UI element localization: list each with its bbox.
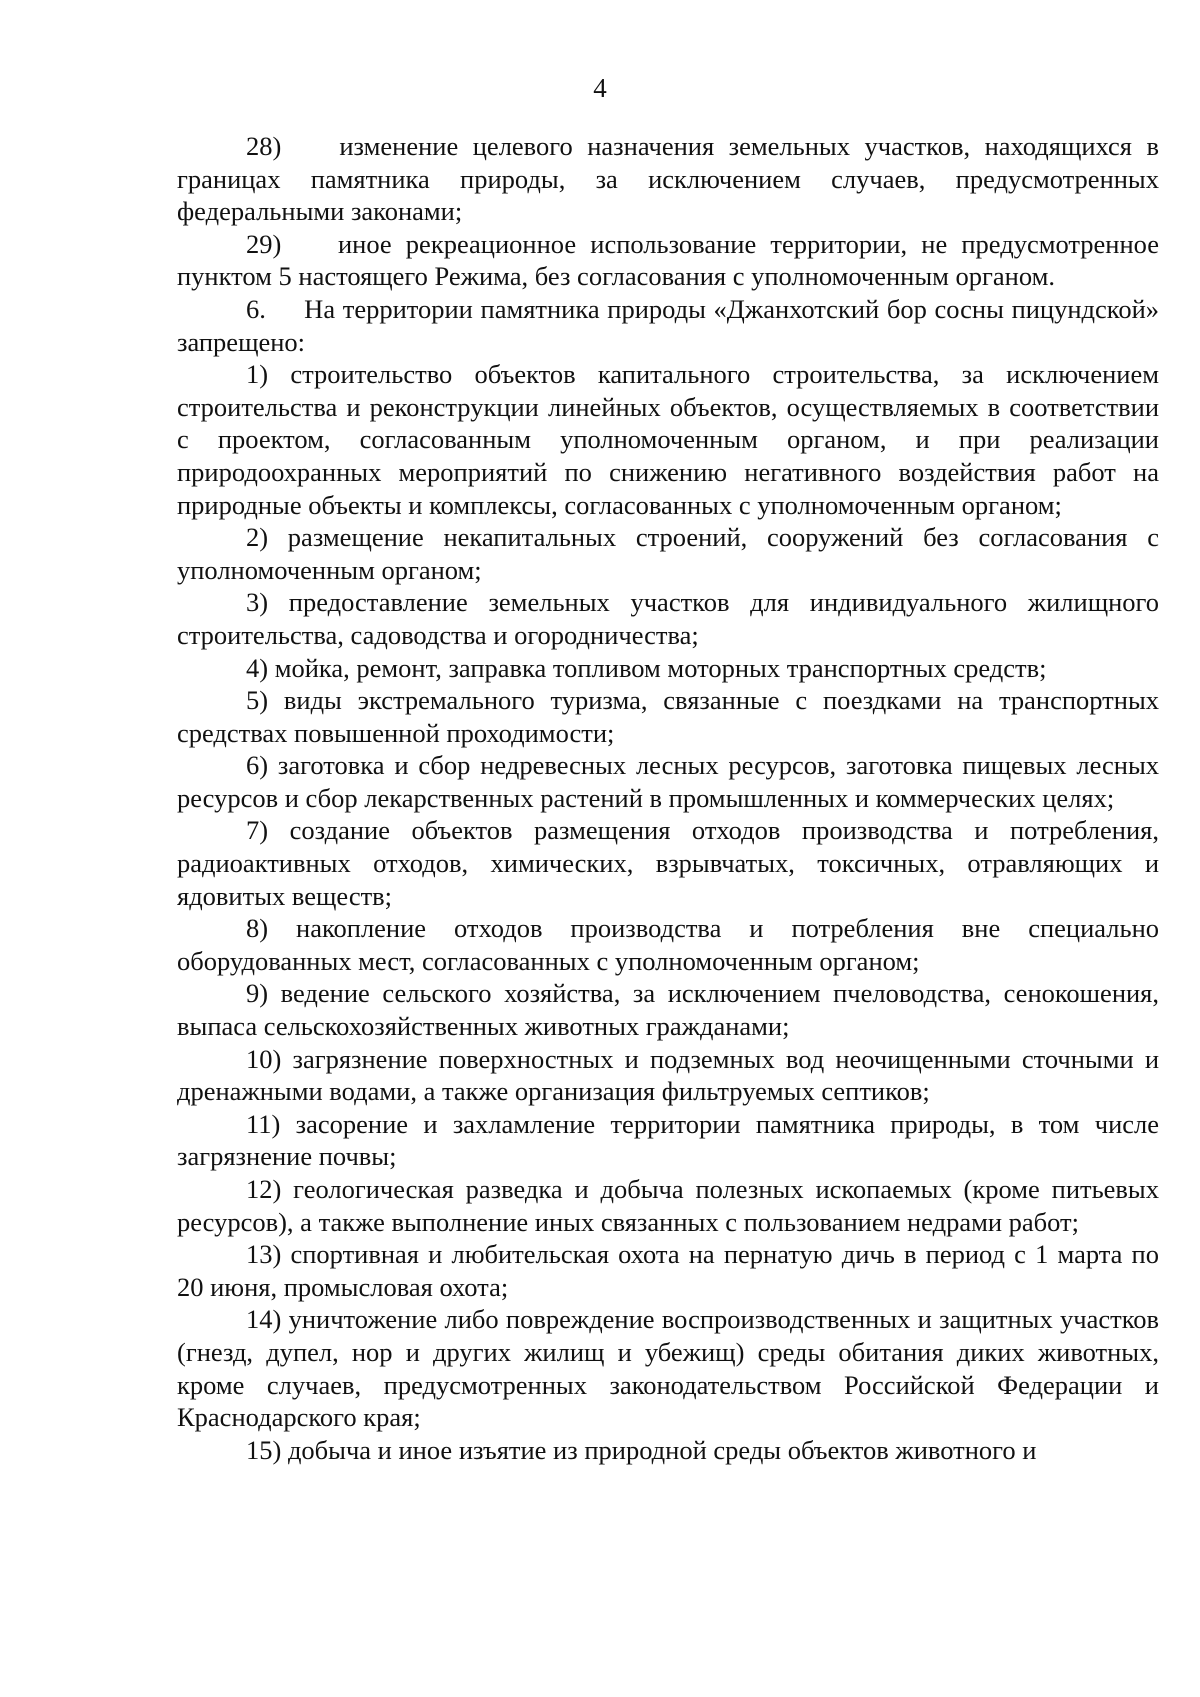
list-item-10: 10) загрязнение поверхностных и подземных вод неочищенными сточными и дренажными водами, а также организация фильтруемых септиков; [177,1043,1159,1107]
document-body [177,130,1159,1466]
list-item-2: 2) размещение некапитальных строений, сооружений без согласования с уполномоченным органом; [177,522,1159,585]
list-item-15: 15) добыча и иное изъятие из природной среды объектов животного и [246,1434,1037,1465]
paragraph-29: 29) иное рекреационное использование территории, не предусмотренное пунктом 5 настоящего Режима, без согласования с уполномоченным органом. [177,228,1159,292]
list-item-13: 13) спортивная и любительская охота на пернатую дичь в период с 1 марта по 20 июня, промысловая охота; [177,1239,1159,1302]
list-item-9: 9) ведение сельского хозяйства, за исключением пчеловодства, сенокошения, выпаса сельскохозяйственных животных гражданами; [177,978,1159,1042]
list-item-11: 11) засорение и захламление территории памятника природы, в том числе загрязнение почвы; [177,1108,1159,1172]
paragraph-28: 28) изменение целевого назначения земельных участков, находящихся в границах памятника природы, за исключением случаев, предусмотренных федеральными законами; [177,131,1159,227]
list-item-7: 7) создание объектов размещения отходов производства и потребления, радиоактивных отходов, химических, взрывчатых, токсичных, отравляющих и ядовитых веществ; [177,815,1159,911]
section-6-heading: 6. На территории памятника природы «Джанхотский бор сосны пицундской» запрещено: [177,293,1159,357]
list-item-1: 1) строительство объектов капитального строительства, за исключением строительства и реконструкции линейных объектов, осуществляемых в соответствии с проектом, согласованным уполномоченным органом, и при реализации природоохранных мероприятий по снижению негативного воздействия работ на природные объекты и комплексы, согласованных с уполномоченным органом; [177,359,1159,520]
list-item-12: 12) геологическая разведка и добыча полезных ископаемых (кроме питьевых ресурсов), а также выполнение иных связанных с пользованием недрами работ; [177,1174,1159,1237]
list-item-6: 6) заготовка и сбор недревесных лесных ресурсов, заготовка пищевых лесных ресурсов и сбор лекарственных растений в промышленных и коммерческих целях; [177,750,1159,813]
list-item-8: 8) накопление отходов производства и потребления вне специально оборудованных мест, согласованных с уполномоченным органом; [177,913,1159,976]
list-item-3: 3) предоставление земельных участков для индивидуального жилищного строительства, садоводства и огородничества; [177,587,1159,650]
page-number: 4 [593,73,607,103]
list-item-14: 14) уничтожение либо повреждение воспроизводственных и защитных участков (гнезд, дупел, нор и других жилищ и убежищ) среды обитания диких животных, кроме случаев, предусмотренных законодательством Российской Федерации и Краснодарского края; [177,1304,1159,1433]
list-item-5: 5) виды экстремального туризма, связанные с поездками на транспортных средствах повышенной проходимости; [177,685,1159,748]
list-item-4: 4) мойка, ремонт, заправка топливом моторных транспортных средств; [246,652,1047,683]
